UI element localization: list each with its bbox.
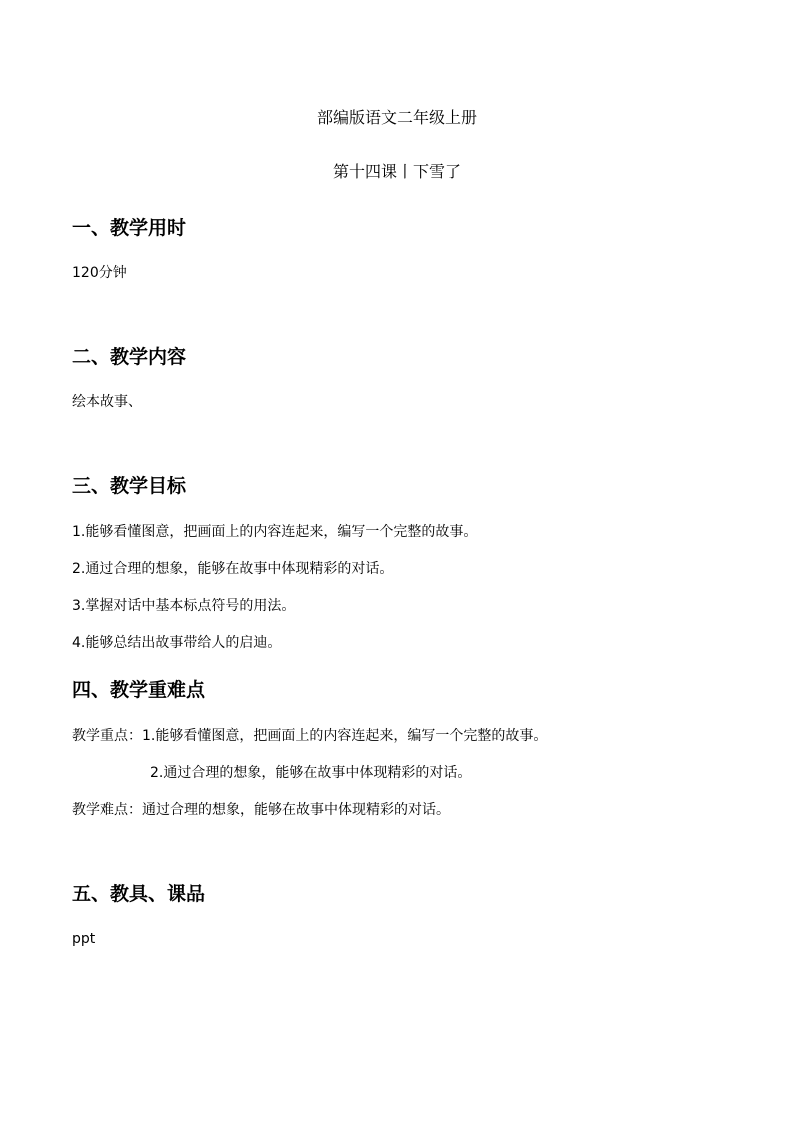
document-title: 部编版语文二年级上册 bbox=[316, 108, 477, 127]
key-point-line-2: 2.通过合理的想象，能够在故事中体现精彩的对话。 bbox=[150, 765, 472, 781]
section-heading-time: 一、教学用时 bbox=[72, 217, 187, 239]
section-text-time: 120分钟 bbox=[72, 265, 127, 281]
section-heading-key-points: 四、教学重难点 bbox=[72, 679, 206, 701]
key-point-line-1: 教学重点：1.能够看懂图意，把画面上的内容连起来，编写一个完整的故事。 bbox=[72, 728, 548, 744]
section-heading-goals: 三、教学目标 bbox=[72, 475, 187, 497]
section-text-materials: ppt bbox=[72, 931, 96, 947]
goal-item-4: 4.能够总结出故事带给人的启迪。 bbox=[72, 635, 282, 651]
goal-item-1: 1.能够看懂图意，把画面上的内容连起来，编写一个完整的故事。 bbox=[72, 524, 478, 540]
lesson-title: 第十四课丨下雪了 bbox=[332, 162, 461, 181]
section-text-content: 绘本故事、 bbox=[72, 394, 142, 410]
section-heading-content: 二、教学内容 bbox=[72, 346, 187, 368]
section-heading-materials: 五、教具、课品 bbox=[72, 883, 206, 905]
goal-item-3: 3.掌握对话中基本标点符号的用法。 bbox=[72, 598, 296, 614]
difficult-point-line: 教学难点：通过合理的想象，能够在故事中体现精彩的对话。 bbox=[72, 802, 450, 818]
goal-item-2: 2.通过合理的想象，能够在故事中体现精彩的对话。 bbox=[72, 561, 394, 577]
